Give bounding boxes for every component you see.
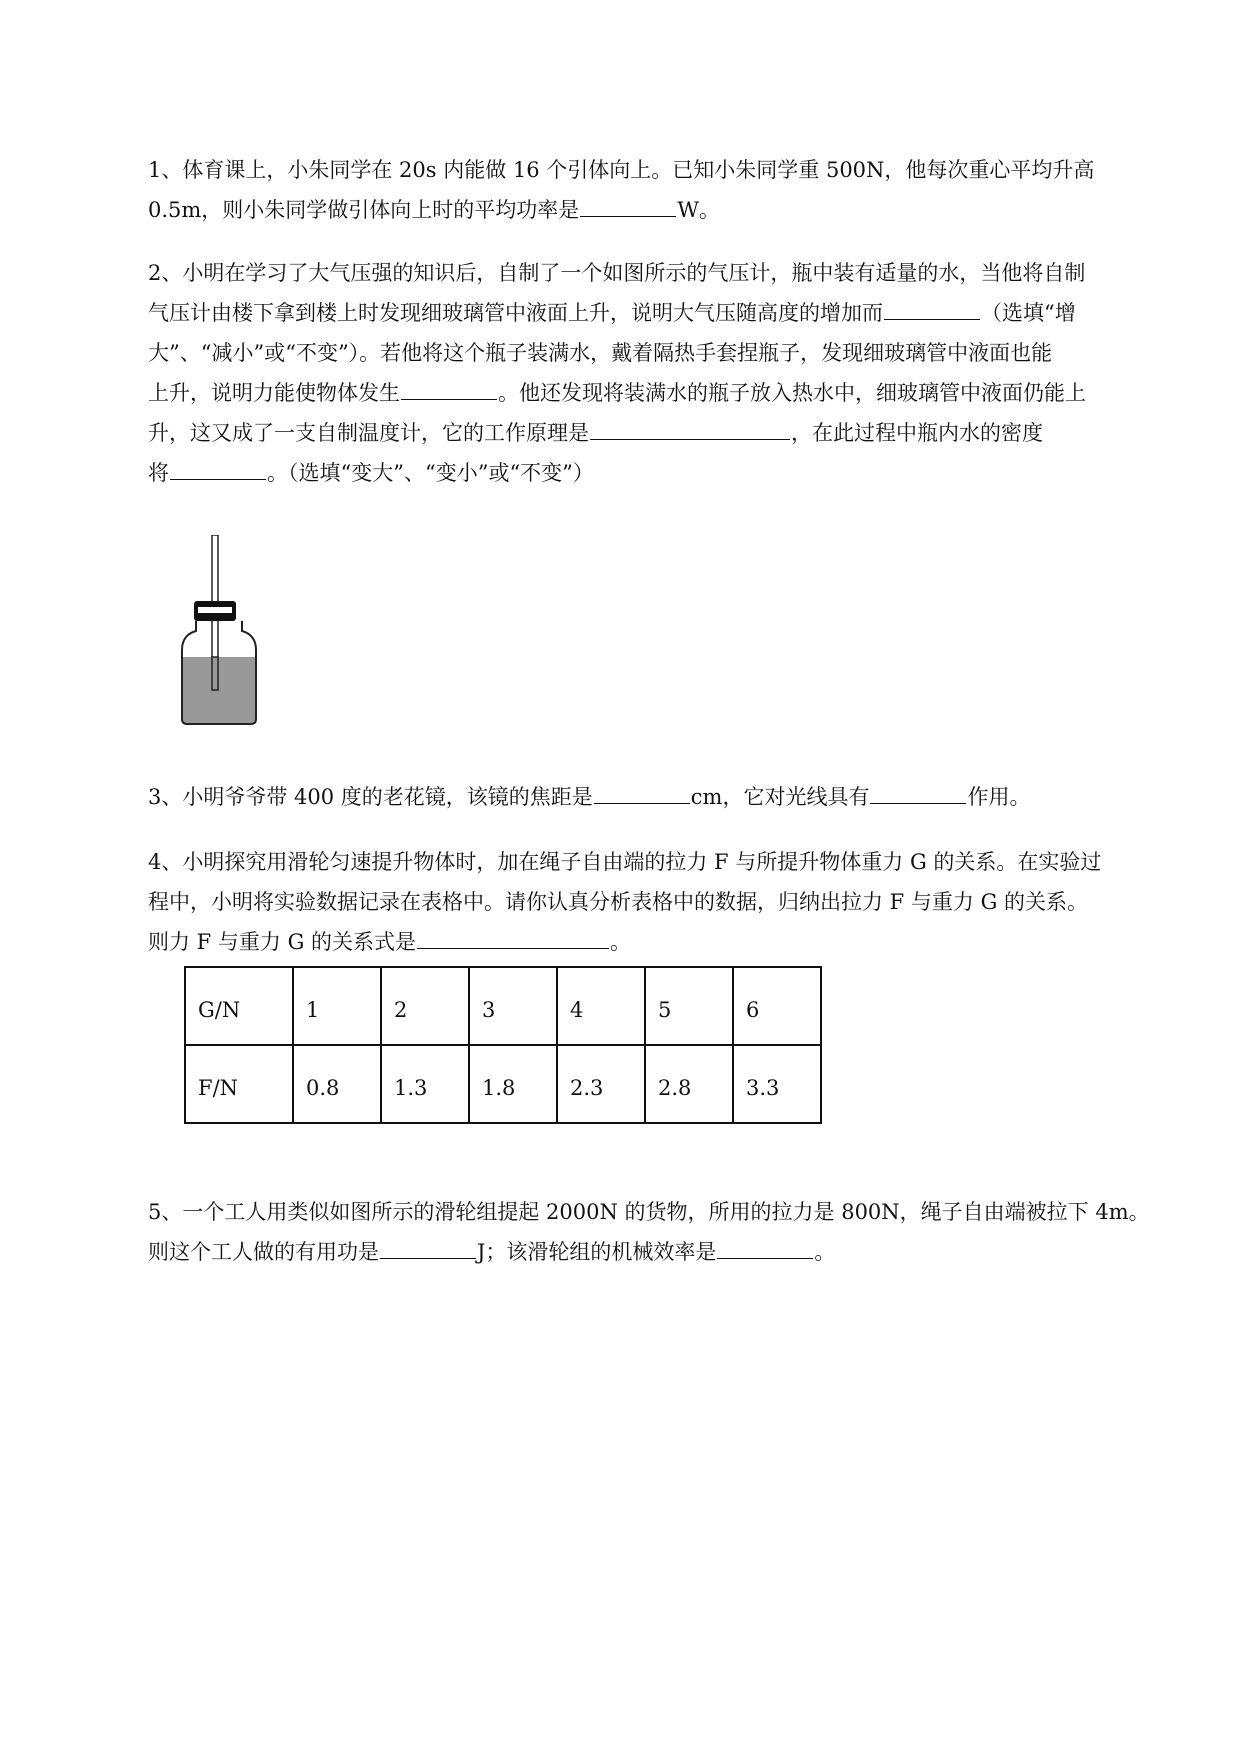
q4-answer-blank[interactable] bbox=[417, 926, 609, 949]
q3-line bbox=[148, 777, 1178, 817]
table-cell: 2.3 bbox=[557, 1045, 645, 1123]
q2-text: ，在此过程中瓶内水的密度 bbox=[791, 421, 1043, 445]
table-cell: 0.8 bbox=[293, 1045, 381, 1123]
question-2 bbox=[148, 253, 1178, 493]
q1-unit: W。 bbox=[677, 198, 720, 222]
q2-text: 。他还发现将装满水的瓶子放入热水中，细玻璃管中液面仍能上 bbox=[498, 381, 1086, 405]
q3-blank-2[interactable] bbox=[870, 781, 966, 804]
q1-line-2 bbox=[148, 190, 1178, 230]
table-cell: 1.3 bbox=[381, 1045, 469, 1123]
table-cell: G/N bbox=[185, 967, 293, 1045]
table-row bbox=[185, 967, 821, 1045]
q2-line-2 bbox=[148, 293, 1178, 333]
q3-text: 3、小明爷爷带 400 度的老花镜，该镜的焦距是 bbox=[148, 785, 593, 809]
q5-line-2 bbox=[148, 1232, 1178, 1272]
table-cell: 6 bbox=[733, 967, 821, 1045]
q3-blank-1[interactable] bbox=[594, 781, 690, 804]
q2-text: 气压计由楼下拿到楼上时发现细玻璃管中液面上升，说明大气压随高度的增加而 bbox=[148, 301, 883, 325]
q1-line-1: 1、体育课上，小朱同学在 20s 内能做 16 个引体向上。已知小朱同学重 500N，他每次重心平均升高 bbox=[148, 158, 1095, 182]
question-3 bbox=[148, 777, 1178, 817]
question-1 bbox=[148, 150, 1178, 230]
q2-blank-2[interactable] bbox=[401, 377, 497, 400]
water bbox=[182, 657, 256, 724]
q4-line-1: 4、小明探究用滑轮匀速提升物体时，加在绳子自由端的拉力 F 与所提升物体重力 G 的关系。在实验过 bbox=[148, 850, 1102, 874]
q2-blank-4[interactable] bbox=[170, 457, 266, 480]
q3-text: cm，它对光线具有 bbox=[690, 785, 870, 809]
q2-text: 。（选填“变大”、“变小”或“不变”） bbox=[267, 461, 594, 485]
q2-text: （选填“增 bbox=[981, 301, 1076, 325]
question-4 bbox=[148, 842, 1178, 962]
stopper-ring bbox=[198, 607, 232, 613]
table-cell: 1 bbox=[293, 967, 381, 1045]
q4-line-3 bbox=[148, 922, 1178, 962]
table-cell: 2.8 bbox=[645, 1045, 733, 1123]
q2-blank-3[interactable] bbox=[590, 417, 790, 440]
q4-line-2: 程中，小明将实验数据记录在表格中。请你认真分析表格中的数据，归纳出拉力 F 与重力 G 的关系。 bbox=[148, 890, 1089, 914]
q4-text: 则力 F 与重力 G 的关系式是 bbox=[148, 930, 417, 954]
q5-blank-2[interactable] bbox=[717, 1236, 813, 1259]
q2-line-5 bbox=[148, 413, 1178, 453]
q4-text: 。 bbox=[610, 930, 632, 954]
table-cell: F/N bbox=[185, 1045, 293, 1123]
q2-line-3: 大”、“减小”或“不变”）。若他将这个瓶子装满水，戴着隔热手套捏瓶子，发现细玻璃管中液面也能 bbox=[148, 341, 1053, 365]
q2-text: 上升，说明力能使物体发生 bbox=[148, 381, 400, 405]
data-table bbox=[184, 966, 822, 1124]
q2-line-1: 2、小明在学习了大气压强的知识后，自制了一个如图所示的气压计，瓶中装有适量的水，当他将自制 bbox=[148, 261, 1086, 285]
table-row bbox=[185, 1045, 821, 1123]
table-cell: 1.8 bbox=[469, 1045, 557, 1123]
q5-text: J；该滑轮组的机械效率是 bbox=[477, 1240, 717, 1264]
table-cell: 3 bbox=[469, 967, 557, 1045]
table-cell: 2 bbox=[381, 967, 469, 1045]
q1-text: 0.5m，则小朱同学做引体向上时的平均功率是 bbox=[148, 198, 580, 222]
question-5 bbox=[148, 1192, 1178, 1272]
barometer-bottle-illustration bbox=[178, 535, 268, 725]
table-cell: 4 bbox=[557, 967, 645, 1045]
q2-text: 将 bbox=[148, 461, 169, 485]
tube-submerged bbox=[212, 657, 218, 690]
q2-text: 升，这又成了一支自制温度计，它的工作原理是 bbox=[148, 421, 589, 445]
q5-line-1: 5、一个工人用类似如图所示的滑轮组提起 2000N 的货物，所用的拉力是 800N，绳子自由端被拉下 4m。 bbox=[148, 1200, 1150, 1224]
q5-text: 则这个工人做的有用功是 bbox=[148, 1240, 379, 1264]
q5-text: 。 bbox=[814, 1240, 836, 1264]
q2-line-6 bbox=[148, 453, 1178, 493]
q3-text: 作用。 bbox=[967, 785, 1031, 809]
table-cell: 5 bbox=[645, 967, 733, 1045]
q1-answer-blank[interactable] bbox=[580, 194, 676, 217]
q2-line-4 bbox=[148, 373, 1178, 413]
q2-blank-1[interactable] bbox=[884, 297, 980, 320]
table-cell: 3.3 bbox=[733, 1045, 821, 1123]
q5-blank-1[interactable] bbox=[380, 1236, 476, 1259]
